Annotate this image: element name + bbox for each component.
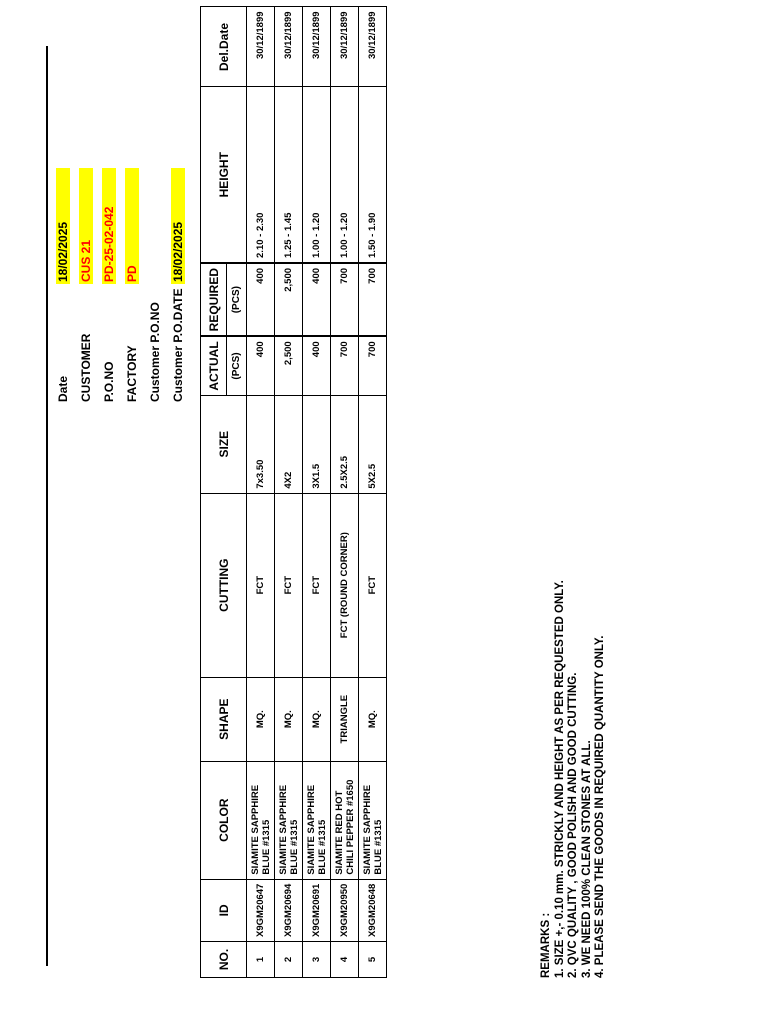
row-id: X9GM20950 <box>331 879 359 941</box>
row-required: 400 <box>303 263 331 336</box>
customer-po-no-label: Customer P.O.NO <box>148 302 162 402</box>
row-height: 1.25 - 1.45 <box>275 87 303 263</box>
row-shape: MQ. <box>303 677 331 761</box>
factory-value: PD <box>125 168 139 284</box>
row-del-date: 30/12/1899 <box>247 7 275 87</box>
col-size: SIZE <box>201 395 247 493</box>
row-shape: MQ. <box>275 677 303 761</box>
row-size: 7x3.50 <box>247 395 275 493</box>
row-color: SIAMITE SAPPHIRE BLUE #1315 <box>303 761 331 879</box>
top-rule <box>46 46 48 966</box>
col-shape: SHAPE <box>201 677 247 761</box>
row-cutting: FCT <box>303 493 331 677</box>
row-id: X9GM20691 <box>303 879 331 941</box>
row-del-date: 30/12/1899 <box>275 7 303 87</box>
row-id: X9GM20647 <box>247 879 275 941</box>
table-row <box>303 7 331 978</box>
date-value: 18/02/2025 <box>56 168 70 284</box>
customer-po-date-label: Customer P.O.DATE <box>171 288 185 402</box>
row-actual: 400 <box>247 336 275 395</box>
row-color: SIAMITE RED HOT CHILI PEPPER #1650 <box>331 761 359 879</box>
row-no: 4 <box>331 942 359 978</box>
table-row <box>247 7 275 978</box>
remark-line: 3. WE NEED 100% CLEAN STONES AT ALL. <box>580 740 593 978</box>
remark-line: 4. PLEASE SEND THE GOODS IN REQUIRED QUANTITY ONLY. <box>594 635 606 978</box>
row-size: 4X2 <box>275 395 303 493</box>
row-color: SIAMITE SAPPHIRE BLUE #1315 <box>275 761 303 879</box>
customer-po-date-value: 18/02/2025 <box>171 168 185 284</box>
col-height: HEIGHT <box>201 87 247 263</box>
header-row <box>201 7 227 978</box>
col-required: REQUIRED <box>201 263 227 336</box>
row-no: 3 <box>303 942 331 978</box>
row-actual: 2,500 <box>275 336 303 395</box>
row-height: 1.50 - 1.90 <box>359 87 387 263</box>
row-required: 400 <box>247 263 275 336</box>
row-actual: 700 <box>331 336 359 395</box>
row-shape: MQ. <box>359 677 387 761</box>
row-no: 5 <box>359 942 387 978</box>
remarks-title: REMARKS : <box>540 912 552 978</box>
row-id: X9GM20694 <box>275 879 303 941</box>
row-actual: 700 <box>359 336 387 395</box>
row-shape: MQ. <box>247 677 275 761</box>
row-cutting: FCT <box>359 493 387 677</box>
factory-label: FACTORY <box>125 345 139 402</box>
row-height: 2.10 - 2.30 <box>247 87 275 263</box>
col-actual-unit: (PCS) <box>227 336 247 395</box>
col-required-unit: (PCS) <box>227 263 247 336</box>
row-cutting: FCT <box>247 493 275 677</box>
table-row <box>331 7 359 978</box>
col-actual: ACTUAL <box>201 336 227 395</box>
row-del-date: 30/12/1899 <box>331 7 359 87</box>
row-no: 1 <box>247 942 275 978</box>
row-required: 700 <box>359 263 387 336</box>
row-height: 1.00 - 1.20 <box>303 87 331 263</box>
po-no-value: PD-25-02-042 <box>102 168 116 284</box>
row-size: 2.5X2.5 <box>331 395 359 493</box>
row-cutting: FCT (ROUND CORNER) <box>331 493 359 677</box>
row-size: 3X1.5 <box>303 395 331 493</box>
date-label: Date <box>56 375 70 402</box>
row-del-date: 30/12/1899 <box>359 7 387 87</box>
col-color: COLOR <box>201 761 247 879</box>
row-shape: TRIANGLE <box>331 677 359 761</box>
row-color: SIAMITE SAPPHIRE BLUE #1315 <box>247 761 275 879</box>
row-required: 2,500 <box>275 263 303 336</box>
customer-label: CUSTOMER <box>79 333 93 402</box>
row-id: X9GM20648 <box>359 879 387 941</box>
col-no: NO. <box>201 942 247 978</box>
remarks-block <box>540 518 608 978</box>
row-height: 1.00 - 1.20 <box>331 87 359 263</box>
col-cutting: CUTTING <box>201 493 247 677</box>
order-table <box>200 6 387 978</box>
row-del-date: 30/12/1899 <box>303 7 331 87</box>
table-row <box>359 7 387 978</box>
row-size: 5X2.5 <box>359 395 387 493</box>
row-no: 2 <box>275 942 303 978</box>
po-no-label: P.O.NO <box>102 361 116 402</box>
row-cutting: FCT <box>275 493 303 677</box>
remark-line: 1. SIZE +,- 0.10 mm. STRICKLY AND HEIGHT AS PER REQUESTED ONLY. <box>553 580 566 978</box>
customer-value: CUS 21 <box>79 168 93 284</box>
col-id: ID <box>201 879 247 941</box>
table-row <box>275 7 303 978</box>
row-color: SIAMITE SAPPHIRE BLUE #1315 <box>359 761 387 879</box>
row-required: 700 <box>331 263 359 336</box>
row-actual: 400 <box>303 336 331 395</box>
remark-line: 2. QVC QUALITY , GOOD POLISH AND GOOD CUTTING. <box>567 672 579 978</box>
col-del-date: Del.Date <box>201 7 247 87</box>
